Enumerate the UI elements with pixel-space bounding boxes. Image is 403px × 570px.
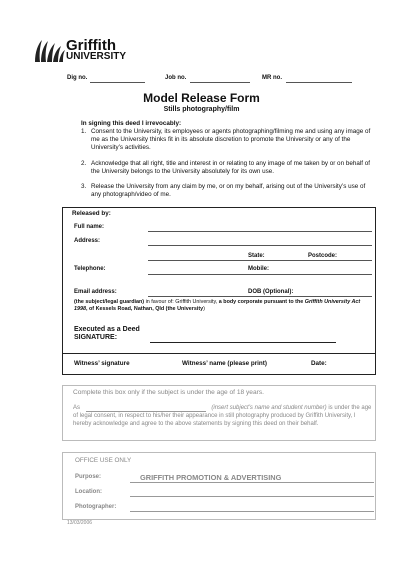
logo-university: UNIVERSITY	[66, 51, 127, 62]
state-label: State:	[248, 253, 265, 259]
full-name-field[interactable]	[148, 231, 372, 232]
witness-name-label: Witness’ name (please print)	[182, 360, 267, 367]
clause-3: 3. Release the University from any claim by me, or on my behalf, arising out of the University’s use of any photograph/video of me.	[81, 183, 366, 198]
location-label: Location:	[75, 489, 102, 495]
page-title: Model Release Form	[143, 91, 260, 105]
intro-text: In signing this deed I irrevocably:	[81, 120, 182, 127]
signature-field[interactable]	[150, 342, 336, 343]
office-use-heading: OFFICE USE ONLY	[75, 457, 132, 464]
address-label: Address:	[74, 238, 101, 244]
witness-divider	[62, 353, 376, 354]
email-field[interactable]	[148, 296, 372, 297]
email-label: Email address:	[74, 289, 117, 295]
telephone-label: Telephone:	[74, 266, 106, 272]
purpose-value: GRIFFITH PROMOTION & ADVERTISING	[140, 473, 282, 482]
clause-2: 2. Acknowledge that all right, title and interest in or relating to any image of me taken by or on behalf of the University belongs to the University absolutely for its own use.	[81, 160, 370, 175]
logo-griffith: Griffith	[66, 37, 116, 54]
griffith-logo	[32, 38, 142, 64]
dob-label: DOB (Optional):	[248, 289, 294, 295]
postcode-label: Postcode:	[308, 253, 338, 259]
dig-no-label: Dig no.	[67, 75, 88, 81]
released-by-heading: Released by:	[72, 210, 111, 217]
purpose-label: Purpose:	[75, 474, 102, 480]
signature-label: SIGNATURE:	[74, 334, 118, 341]
address-field-2[interactable]	[148, 260, 372, 261]
photographer-field[interactable]	[130, 511, 374, 512]
griffith-logo-icon	[32, 38, 66, 64]
photographer-label: Photographer:	[75, 504, 117, 510]
purpose-field[interactable]	[130, 482, 374, 483]
witness-signature-label: Witness’ signature	[74, 360, 130, 367]
telephone-field[interactable]	[148, 274, 372, 275]
footer-date: 13/03/2006	[67, 520, 93, 526]
date-label: Date:	[311, 360, 327, 367]
executed-as-deed: Executed as a Deed	[74, 326, 140, 333]
job-no-label: Job no.	[165, 75, 187, 81]
mr-no-label: MR no.	[262, 75, 282, 81]
mobile-label: Mobile:	[248, 266, 269, 272]
minor-text: As (insert subject’s name and student number) is under the age of legal consent, in respect to his/her their appearance in still photography produced by Griffith University, I hereby acknowledge and agree to the above statements by signing this deed on their behalf.	[73, 405, 372, 427]
dig-no-field[interactable]	[90, 82, 145, 83]
mr-no-field[interactable]	[286, 82, 352, 83]
favour-statement: (the subject/legal guardian) in favour of: Griffith University, a body corporate pursuant to the Griffith University Act 1998, of Kessels Road, Nathan, Qld (the University)	[74, 299, 361, 312]
full-name-label: Full name:	[74, 224, 105, 230]
clause-1: 1. Consent to the University, its employees or agents photographing/filming me and using any image of me as the University thinks fit in its absolute discretion to promote the University or any of the University’s activities.	[81, 128, 371, 151]
job-no-field[interactable]	[190, 82, 250, 83]
minor-heading: Complete this box only if the subject is under the age of 18 years.	[73, 389, 264, 396]
page-subtitle: Stills photography/film	[163, 106, 240, 113]
address-field-1[interactable]	[148, 245, 372, 246]
location-field[interactable]	[130, 496, 374, 497]
minor-name-field[interactable]	[86, 411, 206, 412]
